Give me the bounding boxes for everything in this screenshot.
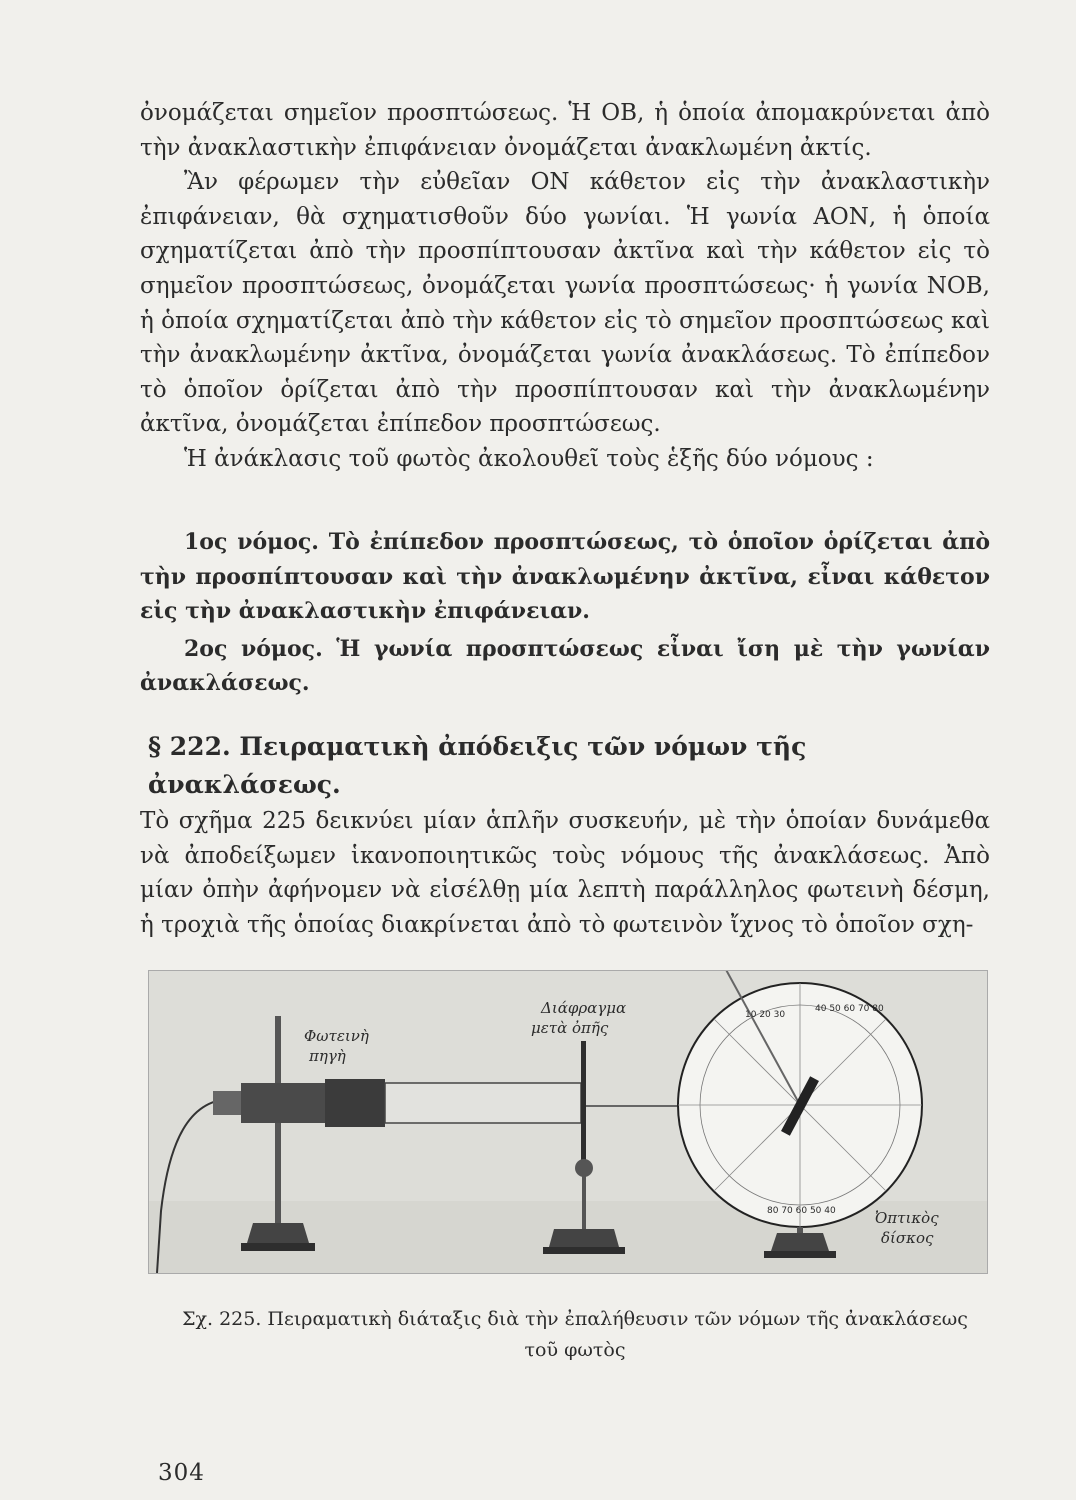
caption-line-2: τοῦ φωτὸς	[524, 1339, 626, 1361]
light-tube	[385, 1083, 581, 1123]
paragraph-1: ὀνομάζεται σημεῖον προσπτώσεως. Ἡ ΟΒ, ἡ ὁποία ἀπομακρύνεται ἀπὸ τὴν ἀνακλαστικὴν ἐπιφάνειαν ὀνομάζεται ἀνακλωμένη ἀκτίς.	[140, 100, 990, 161]
apparatus-illustration	[149, 971, 987, 1273]
lamp-cap	[213, 1091, 243, 1115]
caption-line-1: Σχ. 225. Πειραματικὴ διάταξις διὰ τὴν ἐπαλήθευσιν τῶν νόμων τῆς ἀνακλάσεως	[182, 1308, 968, 1330]
figure-caption	[140, 1304, 1010, 1366]
page-number: 304	[158, 1460, 205, 1486]
tick-label: 40 50 60 70 80	[815, 1004, 884, 1014]
label-diaphragm: Διάφραγμα	[541, 999, 627, 1017]
label-optical-disk-2: δίσκος	[881, 1229, 934, 1247]
tick-label: 80 70 60 50 40	[767, 1206, 836, 1216]
label-optical-disk: Ὀπτικὸς	[875, 1209, 939, 1227]
figure-225	[148, 970, 988, 1274]
diaphragm-stand-base	[549, 1229, 619, 1247]
section-222	[140, 728, 990, 942]
tick-label: 10 20 30	[745, 1010, 786, 1020]
law-2: 2ος νόμος. Ἡ γωνία προσπτώσεως εἶναι ἴση μὲ τὴν γωνίαν ἀνακλάσεως.	[140, 635, 990, 696]
label-light-source: Φωτεινὴ	[304, 1027, 369, 1045]
intro-text	[140, 96, 990, 477]
paragraph-2: Ἂν φέρωμεν τὴν εὐθεῖαν ΟΝ κάθετον εἰς τὴν ἀνακλαστικὴν ἐπιφάνειαν, θὰ σχηματισθοῦν δύο γωνίαι. Ἡ γωνία ΑΟΝ, ἡ ὁποία σχηματίζεται ἀπὸ τὴν προσπίπτουσαν ἀκτῖνα καὶ τὴν κάθετον εἰς τὸ σημεῖον προσπτώσεως, ὀνομάζεται γωνία προσπτώσεως· ἡ γωνία ΝΟΒ, ἡ ὁποία σχηματίζεται ἀπὸ τὴν κάθετον εἰς τὸ σημεῖον προσπτώσεως καὶ τὴν ἀνακλωμένην ἀκτῖνα, ὀνομάζεται γωνία ἀνακλάσεως. Τὸ ἐπίπεδον τὸ ὁποῖον ὁρίζεται ἀπὸ τὴν προσπίπτουσαν καὶ τὴν ἀνακλωμένην ἀκτῖνα, ὀνομάζεται ἐπίπεδον προσπτώσεως.	[140, 169, 990, 438]
laws-block	[140, 525, 990, 701]
section-heading: § 222. Πειραματικὴ ἀπόδειξις τῶν νόμων τῆς ἀνακλάσεως.	[148, 732, 807, 799]
disk-stand-base	[771, 1233, 829, 1251]
clamp-knob	[575, 1159, 593, 1177]
lens-tube	[325, 1079, 385, 1127]
diaphragm-plate	[581, 1041, 586, 1161]
lamp-housing	[241, 1083, 325, 1123]
label-light-source-2: πηγὴ	[309, 1047, 346, 1065]
paragraph-3: Ἡ ἀνάκλασις τοῦ φωτὸς ἀκολουθεῖ τοὺς ἑξῆς δύο νόμους :	[184, 445, 874, 472]
left-stand-base	[247, 1223, 309, 1243]
law-1: 1ος νόμος. Τὸ ἐπίπεδον προσπτώσεως, τὸ ὁποῖον ὁρίζεται ἀπὸ τὴν προσπίπτουσαν καὶ τὴν ἀνακλωμένην ἀκτῖνα, εἶναι κάθετον εἰς τὴν ἀνακλαστικὴν ἐπιφάνειαν.	[140, 529, 990, 624]
label-diaphragm-2: μετὰ ὀπῆς	[531, 1019, 609, 1037]
section-body: Τὸ σχῆμα 225 δεικνύει μίαν ἁπλῆν συσκευήν, μὲ τὴν ὁποίαν δυνάμεθα νὰ ἀποδείξωμεν ἱκανοποιητικῶς τοὺς νόμους τῆς ἀνακλάσεως. Ἀπὸ μίαν ὀπὴν ἀφήνομεν νὰ εἰσέλθῃ μία λεπτὴ παράλληλος φωτεινὴ δέσμη, ἡ τροχιὰ τῆς ὁποίας διακρίνεται ἀπὸ τὸ φωτεινὸν ἴχνος τὸ ὁποῖον σχη-	[140, 808, 990, 938]
